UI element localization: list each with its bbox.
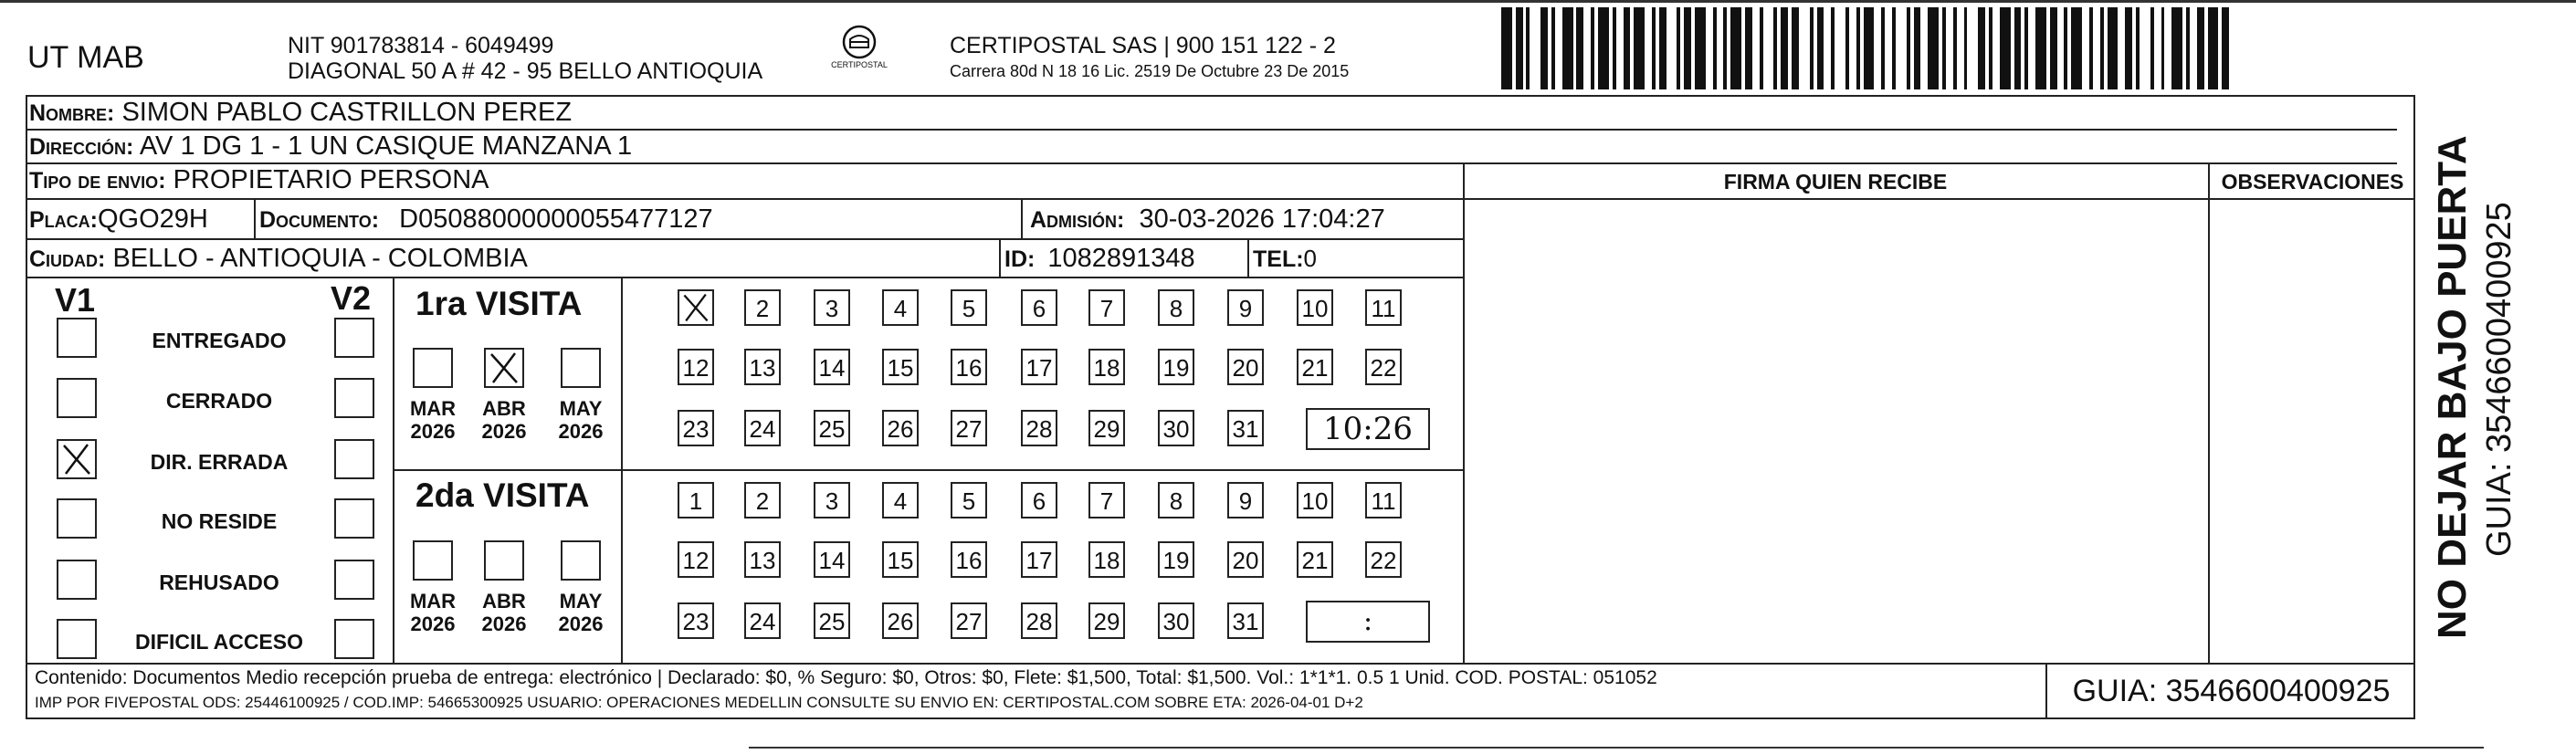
visit2-year-label: 2026 — [558, 613, 604, 635]
barcode-bar — [1928, 7, 1939, 89]
nombre-value: SIMON PABLO CASTRILLON PEREZ — [121, 98, 573, 127]
barcode-space — [1967, 7, 1978, 89]
visit1-day-19[interactable]: 19 — [1158, 349, 1194, 385]
visit2-day-29[interactable]: 29 — [1088, 602, 1125, 639]
barcode-bar — [2014, 7, 2022, 89]
visit1-year-label: 2026 — [481, 420, 527, 443]
barcode-space — [2118, 7, 2125, 89]
status-option-label: DIFICIL ACCESO — [134, 630, 303, 654]
direccion-row — [26, 131, 2397, 164]
barcode-bar — [1864, 7, 1875, 89]
id-label: ID: — [1004, 246, 1036, 272]
barcode-space — [1849, 7, 1856, 89]
direccion-label: Dirección: — [29, 134, 134, 160]
visit1-day-12[interactable]: 12 — [678, 349, 714, 385]
barcode-bar — [1576, 7, 1583, 89]
footer-line1: Contenido: Documentos Medio recepción prueba de entrega: electrónico | Declarado: $0, % Seguro: $0, Otros: $0, Flete: $1,500, Total: $1,500. Vol.: 1*1*1. 0.5 1 Unid. COD. POSTAL: 051052 — [35, 667, 1657, 688]
visit2-day-31[interactable]: 31 — [1227, 602, 1264, 639]
visit1-day-20[interactable]: 20 — [1227, 349, 1264, 385]
visit2-day-22[interactable]: 22 — [1365, 541, 1402, 578]
visit1-day-16[interactable]: 16 — [951, 349, 987, 385]
barcode-bar — [2000, 7, 2011, 89]
side-guia: GUIA: 3546600400925 — [2480, 202, 2518, 557]
barcode-bar — [1730, 7, 1741, 89]
visit2-day-6[interactable]: 6 — [1021, 482, 1057, 518]
v2-label: V2 — [331, 279, 372, 317]
barcode-space — [1706, 7, 1713, 89]
barcode-space — [1752, 7, 1760, 89]
barcode-bar — [1540, 7, 1548, 89]
v2-checkbox-dir-errada[interactable] — [334, 439, 374, 479]
barcode-bar — [1501, 7, 1512, 89]
visit1-day-5[interactable]: 5 — [951, 289, 987, 326]
barcode-space — [1799, 7, 1810, 89]
observaciones-header: OBSERVACIONES — [2221, 170, 2404, 194]
visit1-month-caption — [405, 397, 460, 443]
side-warning: NO DEJAR BAJO PUERTA — [2430, 135, 2475, 639]
barcode-space — [1824, 7, 1831, 89]
barcode-bar — [1817, 7, 1824, 89]
barcode-space — [2154, 7, 2161, 89]
visit1-day-25[interactable]: 25 — [814, 410, 850, 446]
visit1-day-21[interactable]: 21 — [1297, 349, 1333, 385]
visit2-month-label: MAY — [559, 590, 603, 613]
barcode-bar — [2071, 7, 2082, 89]
barcode-space — [1920, 7, 1928, 89]
admision-label: Admisión: — [1030, 207, 1125, 233]
barcode-space — [1835, 7, 1845, 89]
v1-checkbox-no-reside[interactable] — [57, 498, 97, 539]
barcode-space — [1992, 7, 2000, 89]
tipo-row — [26, 164, 1463, 198]
sender-name: UT MAB — [27, 40, 144, 75]
visit2-day-30[interactable]: 30 — [1158, 602, 1194, 639]
tel-field — [1253, 240, 1317, 277]
v1-checkbox-entregado[interactable] — [57, 318, 97, 358]
visit1-day-18[interactable]: 18 — [1088, 349, 1125, 385]
visit1-day-24[interactable]: 24 — [744, 410, 781, 446]
barcode-bar — [1792, 7, 1799, 89]
visit2-day-5[interactable]: 5 — [951, 482, 987, 518]
tipo-label: Tipo de envio: — [29, 168, 166, 194]
visit2-day-4[interactable]: 4 — [882, 482, 919, 518]
barcode-space — [2093, 7, 2100, 89]
v1-label: V1 — [55, 281, 96, 319]
visit1-day-11[interactable]: 11 — [1365, 289, 1402, 326]
check-mark-icon — [486, 350, 522, 386]
barcode-space — [1616, 7, 1624, 89]
visit2-day-21[interactable]: 21 — [1297, 541, 1333, 578]
tipo-value: PROPIETARIO PERSONA — [173, 165, 489, 194]
visit2-day-23[interactable]: 23 — [678, 602, 714, 639]
visit1-month-caption — [553, 397, 608, 443]
barcode-space — [1874, 7, 1881, 89]
barcode-bar — [2035, 7, 2046, 89]
check-mark-icon — [679, 291, 712, 324]
id-value: 1082891348 — [1047, 244, 1195, 273]
visit2-day-1[interactable]: 1 — [678, 482, 714, 518]
visit1-day-4[interactable]: 4 — [882, 289, 919, 326]
documento-value: D05088000000055477127 — [399, 204, 713, 234]
ciudad-label: Ciudad: — [29, 246, 106, 272]
barcode-bar — [1684, 7, 1691, 89]
check-mark-icon — [58, 441, 95, 477]
direccion-value: AV 1 DG 1 - 1 UN CASIQUE MANZANA 1 — [139, 131, 633, 161]
visit1-day-14[interactable]: 14 — [814, 349, 850, 385]
visit1-day-26[interactable]: 26 — [882, 410, 919, 446]
barcode-bar — [2208, 7, 2219, 89]
status-option-label: REHUSADO — [159, 571, 279, 594]
visit2-time-field[interactable]: : — [1306, 601, 1430, 643]
barcode-space — [1896, 7, 1907, 89]
barcode-space — [1885, 7, 1892, 89]
visit1-time-field[interactable]: 10:26 — [1306, 408, 1430, 450]
visit1-day-9[interactable]: 9 — [1227, 289, 1264, 326]
visit1-day-7[interactable]: 7 — [1088, 289, 1125, 326]
visit1-year-label: 2026 — [558, 420, 604, 443]
admision-field — [1030, 200, 1385, 238]
barcode-space — [1555, 7, 1562, 89]
barcode-space — [1530, 7, 1540, 89]
placa-label: Placa: — [29, 207, 98, 233]
documento-field — [259, 200, 713, 238]
v2-checkbox-cerrado[interactable] — [334, 378, 374, 418]
visit2-day-18[interactable]: 18 — [1088, 541, 1125, 578]
visit2-day-10[interactable]: 10 — [1297, 482, 1333, 518]
visit1-month-box-may[interactable] — [561, 348, 601, 388]
visit1-month-caption — [477, 397, 531, 443]
barcode-bar — [1745, 7, 1752, 89]
barcode-bar — [2108, 7, 2119, 89]
v2-checkbox-rehusado[interactable] — [334, 560, 374, 600]
visit2-day-2[interactable]: 2 — [744, 482, 781, 518]
barcode-bar — [1659, 7, 1667, 89]
visit2-month-box-abr[interactable] — [484, 540, 524, 581]
mailbox-icon — [841, 24, 878, 60]
visit2-day-13[interactable]: 13 — [744, 541, 781, 578]
status-option-label: DIR. ERRADA — [150, 450, 289, 474]
visit2-month-caption — [553, 590, 608, 635]
visit1-day-6[interactable]: 6 — [1021, 289, 1057, 326]
barcode-space — [2164, 7, 2171, 89]
visit2-day-11[interactable]: 11 — [1365, 482, 1402, 518]
visit1-month-box-abr[interactable] — [484, 348, 524, 388]
visit1-title: 1ra VISITA — [415, 285, 583, 322]
status-option-label: CERRADO — [165, 389, 273, 413]
barcode-bar — [1562, 7, 1573, 89]
visit2-day-24[interactable]: 24 — [744, 602, 781, 639]
visit2-month-caption — [405, 590, 460, 635]
visit2-day-7[interactable]: 7 — [1088, 482, 1125, 518]
barcode-space — [1645, 7, 1652, 89]
visit2-month-label: MAR — [409, 590, 457, 613]
barcode-bar — [1978, 7, 1985, 89]
visit2-month-caption — [477, 590, 531, 635]
visit2-day-8[interactable]: 8 — [1158, 482, 1194, 518]
barcode-space — [2082, 7, 2089, 89]
barcode-bar — [2171, 7, 2182, 89]
visit1-day-8[interactable]: 8 — [1158, 289, 1194, 326]
barcode-space — [1957, 7, 1964, 89]
barcode-space — [1717, 7, 1724, 89]
visit2-day-12[interactable]: 12 — [678, 541, 714, 578]
visit1-day-1[interactable] — [678, 289, 714, 326]
visit2-day-3[interactable]: 3 — [814, 482, 850, 518]
visit1-day-2[interactable]: 2 — [744, 289, 781, 326]
barcode-bar — [2222, 7, 2229, 89]
firma-header: FIRMA QUIEN RECIBE — [1723, 170, 1948, 194]
visit2-day-27[interactable]: 27 — [951, 602, 987, 639]
footer-line2: IMP POR FIVEPOSTAL ODS: 25446100925 / COD.IMP: 54665300925 USUARIO: OPERACIONES MEDELLIN CONSULTE SU ENVIO EN: CERTIPOSTAL.COM SOBRE ETA: 2026-04-01 D+2 — [35, 694, 1363, 711]
barcode-bar — [1781, 7, 1788, 89]
barcode-space — [1667, 7, 1677, 89]
visit1-month-box-mar[interactable] — [413, 348, 453, 388]
visit1-month-label: MAR — [409, 397, 457, 420]
visit1-day-27[interactable]: 27 — [951, 410, 987, 446]
visit1-day-10[interactable]: 10 — [1297, 289, 1333, 326]
visit1-day-17[interactable]: 17 — [1021, 349, 1057, 385]
sender-address: DIAGONAL 50 A # 42 - 95 BELLO ANTIOQUIA — [288, 58, 763, 84]
barcode-bar — [1695, 7, 1706, 89]
barcode-space — [1763, 7, 1774, 89]
barcode-bar — [1624, 7, 1631, 89]
placa-value: QGO29H — [98, 204, 208, 234]
barcode-bar — [2197, 7, 2204, 89]
barcode-space — [2190, 7, 2197, 89]
admision-value: 30-03-2026 17:04:27 — [1139, 204, 1385, 234]
visit2-day-15[interactable]: 15 — [882, 541, 919, 578]
v1-checkbox-dir-errada[interactable] — [57, 439, 97, 479]
nombre-row — [26, 97, 2397, 131]
visit2-month-box-may[interactable] — [561, 540, 601, 581]
observaciones-area[interactable] — [2210, 200, 2415, 663]
sender-nit: NIT 901783814 - 6049499 — [288, 33, 554, 58]
visit1-year-label: 2026 — [410, 420, 456, 443]
v1-checkbox-dificil-acceso[interactable] — [57, 619, 97, 659]
barcode-bar — [1914, 7, 1921, 89]
visit2-month-box-mar[interactable] — [413, 540, 453, 581]
tel-value: 0 — [1303, 245, 1318, 272]
status-option-label: NO RESIDE — [161, 509, 278, 533]
barcode-space — [2028, 7, 2035, 89]
visit1-day-23[interactable]: 23 — [678, 410, 714, 446]
barcode-bar — [1516, 7, 1523, 89]
barcode-space — [2140, 7, 2150, 89]
visit1-day-22[interactable]: 22 — [1365, 349, 1402, 385]
barcode-space — [2229, 7, 2233, 89]
firma-area[interactable] — [1465, 200, 2208, 663]
ciudad-row — [26, 240, 528, 277]
barcode-bar — [1634, 7, 1645, 89]
visit1-day-31[interactable]: 31 — [1227, 410, 1264, 446]
company-name: CERTIPOSTAL SAS | 900 151 122 - 2 — [950, 33, 1336, 58]
company-license: Carrera 80d N 18 16 Lic. 2519 De Octubre 23 De 2015 — [950, 62, 1350, 80]
visit1-month-label: ABR — [482, 397, 526, 420]
top-edge — [0, 0, 2576, 3]
visit2-day-17[interactable]: 17 — [1021, 541, 1057, 578]
barcode-space — [1583, 7, 1591, 89]
visit2-title: 2da VISITA — [415, 476, 590, 514]
visit2-day-28[interactable]: 28 — [1021, 602, 1057, 639]
visit2-day-26[interactable]: 26 — [882, 602, 919, 639]
v2-checkbox-no-reside[interactable] — [334, 498, 374, 539]
barcode-space — [2057, 7, 2065, 89]
nombre-label: Nombre: — [29, 100, 115, 126]
visit2-day-19[interactable]: 19 — [1158, 541, 1194, 578]
visit2-day-9[interactable]: 9 — [1227, 482, 1264, 518]
v1-checkbox-rehusado[interactable] — [57, 560, 97, 600]
barcode-bar — [2050, 7, 2057, 89]
status-option-label: ENTREGADO — [152, 329, 287, 352]
footer-guia: GUIA: 3546600400925 — [2072, 674, 2391, 708]
v2-checkbox-dificil-acceso[interactable] — [334, 619, 374, 659]
barcode-bar — [1598, 7, 1609, 89]
v2-checkbox-entregado[interactable] — [334, 318, 374, 358]
v1-checkbox-cerrado[interactable] — [57, 378, 97, 418]
visit2-year-label: 2026 — [481, 613, 527, 635]
visit1-day-28[interactable]: 28 — [1021, 410, 1057, 446]
visit1-day-3[interactable]: 3 — [814, 289, 850, 326]
visit2-month-label: ABR — [482, 590, 526, 613]
barcode — [1501, 7, 2234, 89]
visit2-day-20[interactable]: 20 — [1227, 541, 1264, 578]
visit2-day-16[interactable]: 16 — [951, 541, 987, 578]
visit1-day-13[interactable]: 13 — [744, 349, 781, 385]
visit1-day-29[interactable]: 29 — [1088, 410, 1125, 446]
visit2-day-14[interactable]: 14 — [814, 541, 850, 578]
barcode-bar — [2125, 7, 2132, 89]
barcode-space — [1946, 7, 1953, 89]
ciudad-value: BELLO - ANTIOQUIA - COLOMBIA — [112, 244, 528, 273]
visit2-day-25[interactable]: 25 — [814, 602, 850, 639]
visit1-month-label: MAY — [559, 397, 603, 420]
logo-caption: CERTIPOSTAL — [831, 60, 888, 69]
documento-label: Documento: — [259, 207, 380, 233]
visit1-day-15[interactable]: 15 — [882, 349, 919, 385]
tel-label: TEL: — [1253, 246, 1304, 272]
visit1-day-30[interactable]: 30 — [1158, 410, 1194, 446]
certipostal-logo — [818, 24, 900, 88]
visit2-year-label: 2026 — [410, 613, 456, 635]
id-field — [1004, 240, 1195, 277]
